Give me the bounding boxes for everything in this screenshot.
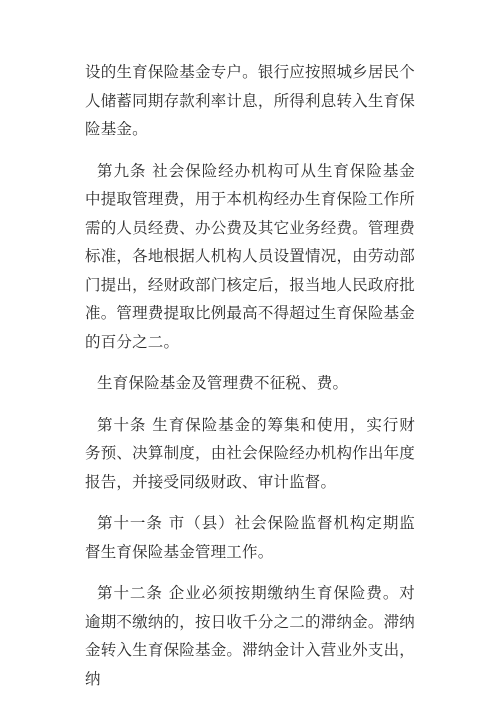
paragraph-article-11: 第十一条 市（县）社会保险监督机构定期监督生育保险基金管理工作。 — [85, 514, 415, 561]
paragraph-tax-exemption: 生育保险基金及管理费不征税、费。 — [97, 374, 349, 392]
paragraph-article-12: 第十二条 企业必须按期缴纳生育保险费。对逾期不缴纳的，按日收千分之二的滞纳金。滞纳金转入生育保险基金。滞纳金计入营业外支出，纳 — [85, 584, 415, 688]
paragraph-fund-account: 设的生育保险基金专户。银行应按照城乡居民个人储蓄同期存款利率计息，所得利息转入生育保险基金。 — [85, 63, 415, 138]
paragraph-article-9: 第九条 社会保险经办机构可从生育保险基金中提取管理费，用于本机构经办生育保险工作所需的人员经费、办公费及其它业务经费。管理费标准，各地根据人机构人员设置情况，由劳动部门提出，经财政部门核定后，报当地人民政府批准。管理费提取比例最高不得超过生育保险基金的百分之二。 — [85, 161, 415, 351]
document-body — [85, 58, 415, 706]
paragraph-article-10: 第十条 生育保险基金的筹集和使用，实行财务预、决算制度，由社会保险经办机构作出年度报告，并接受同级财政、审计监督。 — [85, 415, 415, 491]
